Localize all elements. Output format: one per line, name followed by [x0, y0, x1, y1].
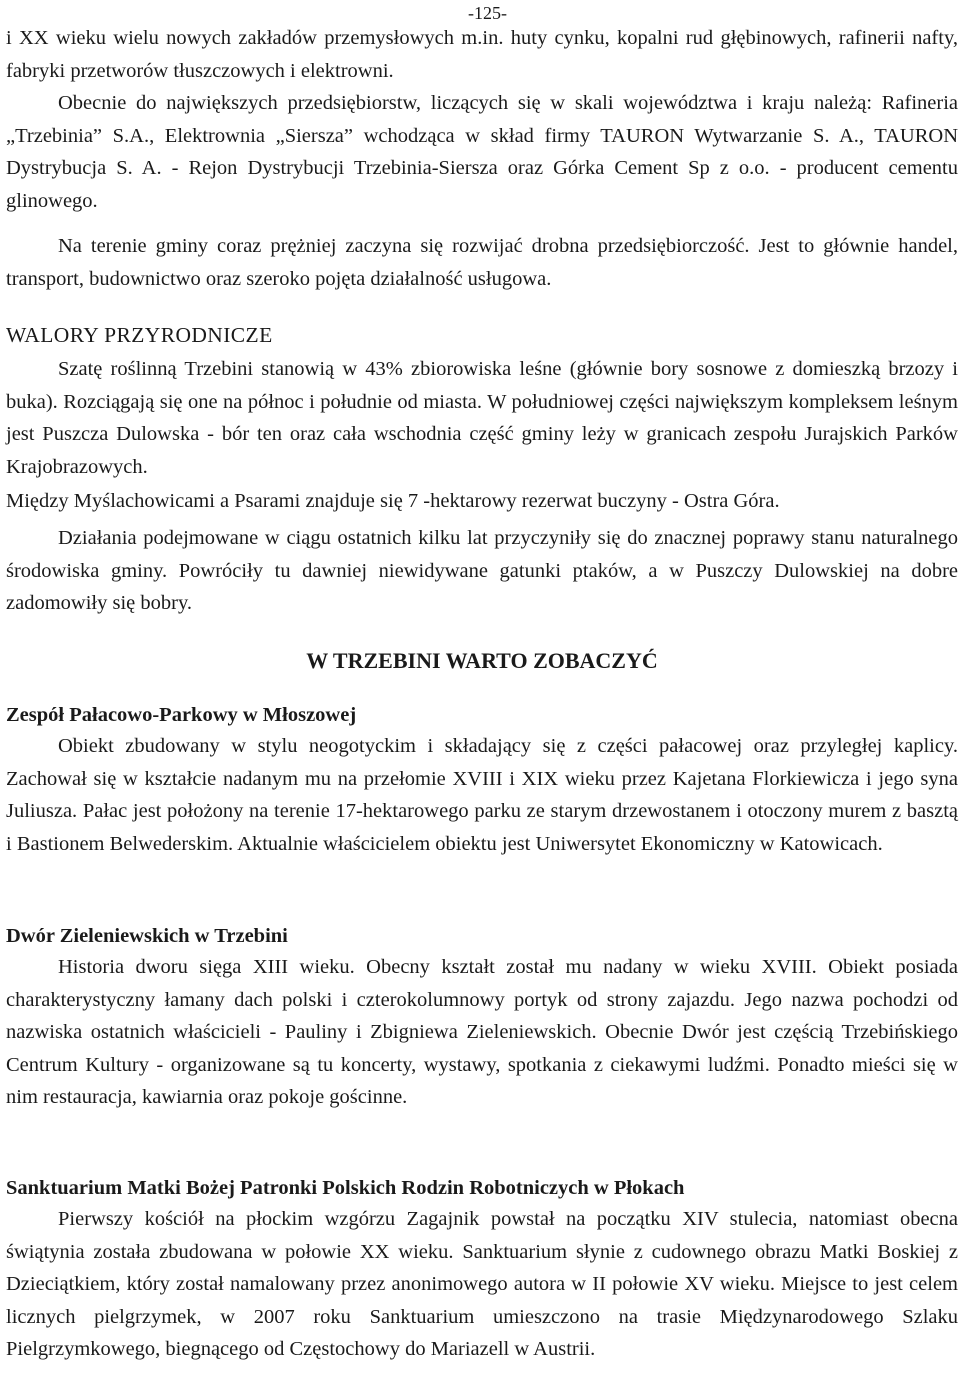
paragraph-entrepreneurship: Na terenie gminy coraz prężniej zaczyna się rozwijać drobna przedsiębiorczość. Jest to głównie handel, transport, budownictwo oraz szeroko pojęta działalność usługowa. [6, 235, 958, 290]
paragraph-largest-companies: Obecnie do największych przedsiębiorstw, liczących się w skali województwa i kraju należą: Rafineria „Trzebinia” S.A., Elektrownia „Siersza” wchodząca w skład firmy TAURON Wytwarzanie S. A., TAURON Dystrybucja S. A. - Rejon Dystrybucji Trzebinia-Siersza oraz Górka Cement Sp z o.o. - producent cementu glinowego. [6, 92, 958, 212]
paragraph-reserve: Między Myślachowicami a Psarami znajduje się 7 -hektarowy rezerwat buczyny - Ostra Góra. [6, 490, 780, 512]
page-number: -125- [468, 3, 507, 23]
heading-natural-values: WALORY PRZYRODNICZE [6, 323, 273, 347]
heading-palace-park: Zespół Pałacowo-Parkowy w Młoszowej [6, 704, 357, 726]
heading-worth-seeing: W TRZEBINI WARTO ZOBACZYĆ [306, 648, 658, 673]
paragraph-sanctuary: Pierwszy kościół na płockim wzgórzu Zagajnik powstał na początku XIV stulecia, natomiast obecna świątynia została zbudowana w połowie XX wieku. Sanktuarium słynie z cudownego obrazu Matki Boskiej z Dzieciątkiem, który został namalowany przez anonimowego autora w II połowie XV wieku. Miejsce to jest celem licznych pielgrzymek, w 2007 roku Sanktuarium umieszczono na trasie Międzynarodowego Szlaku Pielgrzymkowego, biegnącego od Częstochowy do Mariazell w Austrii. [6, 1208, 958, 1360]
paragraph-palace-park: Obiekt zbudowany w stylu neogotyckim i składający się z części pałacowej oraz przyległej kaplicy. Zachował się w kształcie nadanym mu na przełomie XVIII i XIX wieku przez Kajetana Florkiewicza i jego syna Juliusza. Pałac jest położony na terenie 17-hektarowego parku ze starym drzewostanem i otoczony murem z basztą i Bastionem Belwederskim. Aktualnie właścicielem obiektu jest Uniwersytet Ekonomiczny w Katowicach. [6, 735, 958, 855]
paragraph-environment: Działania podejmowane w ciągu ostatnich kilku lat przyczyniły się do znacznej poprawy stanu naturalnego środowiska gminy. Powróciły tu dawniej niewidywane gatunki ptaków, a w Puszczy Dulowskiej na dobre zadomowiły się bobry. [6, 527, 958, 614]
paragraph-vegetation: Szatę roślinną Trzebini stanowią w 43% zbiorowiska leśne (głównie bory sosnowe z domieszką brzozy i buka). Rozciągają się one na północ i południe od miasta. W południowej części największym kompleksem leśnym jest Puszcza Dulowska - bór ten oraz cała wschodnia część gminy leży w granicach zespołu Jurajskich Parków Krajobrazowych. [6, 358, 958, 478]
heading-manor: Dwór Zieleniewskich w Trzebini [6, 925, 288, 947]
paragraph-manor: Historia dworu sięga XIII wieku. Obecny kształt został mu nadany w wieku XVIII. Obiekt posiada charakterystyczny łamany dach polski i czterokolumnowy portyk od strony zajazdu. Jego nazwa pochodzi od nazwiska ostatnich właścicieli - Pauliny i Zbigniewa Zieleniewskich. Obecnie Dwór jest częścią Trzebińskiego Centrum Kultury - organizowane są tu koncerty, wystawy, spotkania z ciekawymi ludźmi. Ponadto mieści się w nim restauracja, kawiarnia oraz pokoje gościnne. [6, 956, 958, 1108]
paragraph-industry-history: i XX wieku wielu nowych zakładów przemysłowych m.in. huty cynku, kopalni rud głębinowych, rafinerii nafty, fabryki przetworów tłuszczowych i elektrowni. [6, 27, 958, 82]
heading-sanctuary: Sanktuarium Matki Bożej Patronki Polskich Rodzin Robotniczych w Płokach [6, 1177, 685, 1199]
